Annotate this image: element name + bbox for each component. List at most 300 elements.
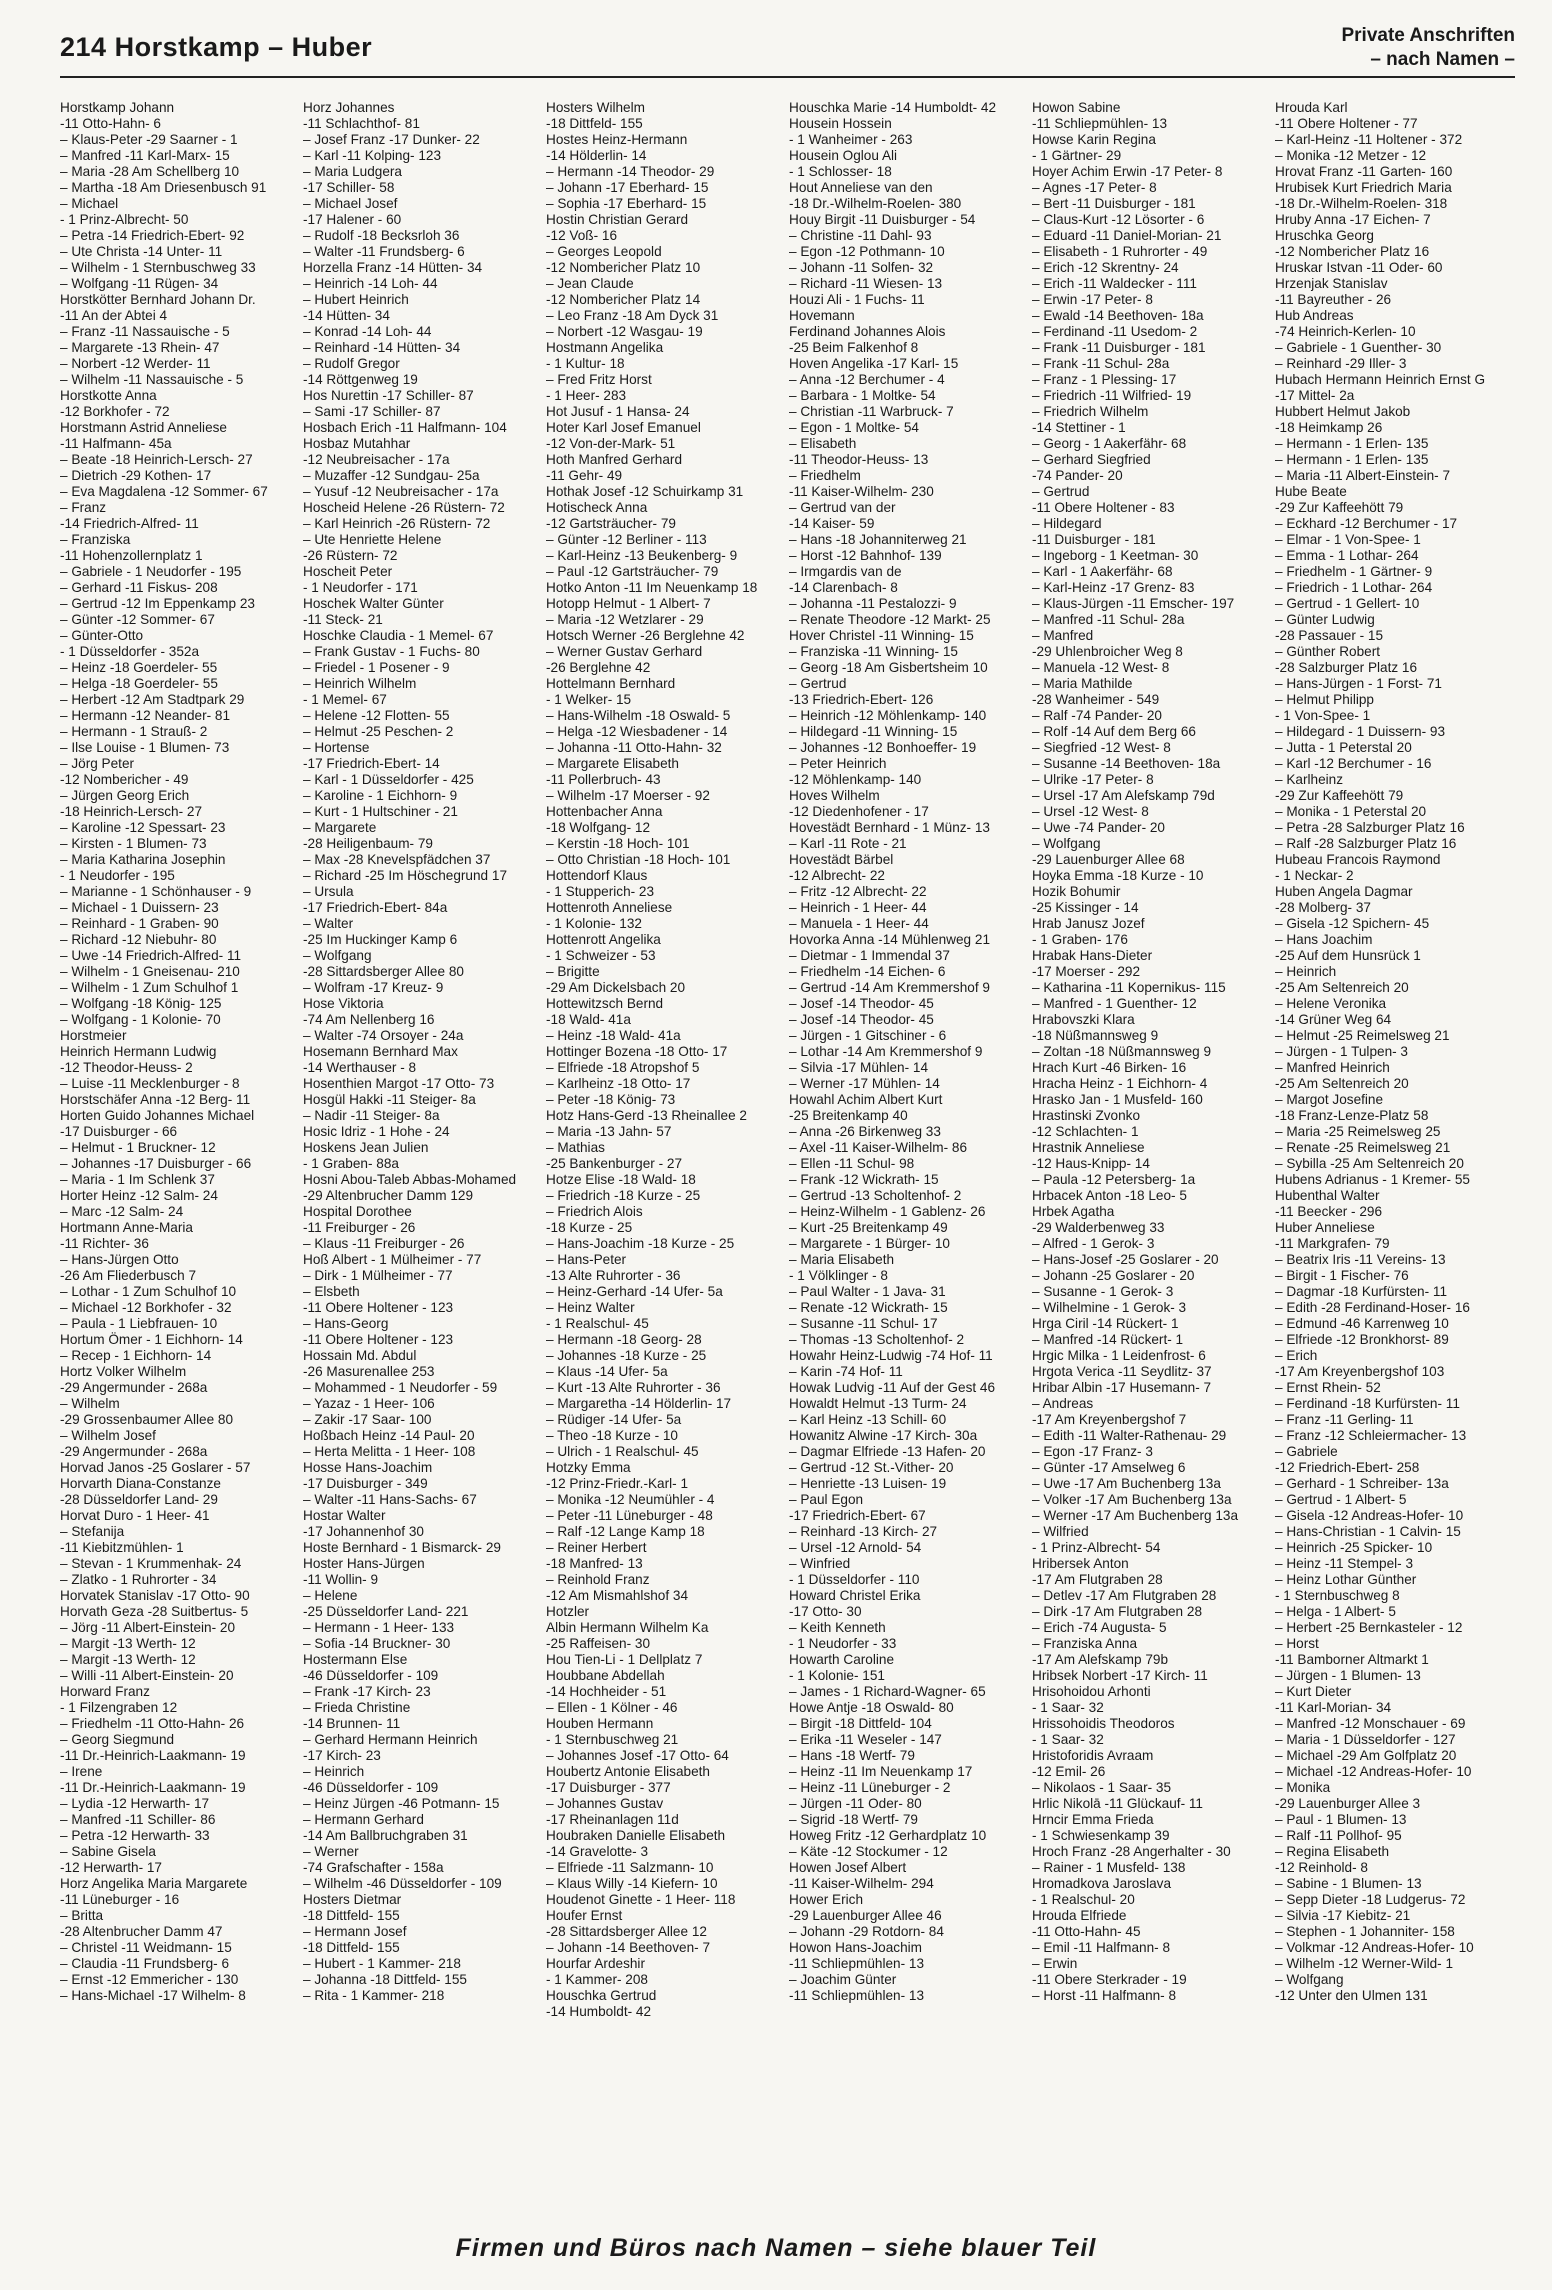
listing-entry: – Franz: [60, 500, 107, 515]
listing-entry: – Herbert -25 Bernkasteler - 12: [1275, 1620, 1463, 1635]
listing-entry: -25 Raffeisen- 30: [546, 1636, 651, 1651]
listing-entry: – Wilhelm -12 Werner-Wild- 1: [1275, 1956, 1454, 1971]
listing-entry: – Margarete - 1 Bürger- 10: [789, 1236, 950, 1251]
listing-entry: – Alfred - 1 Gerok- 3: [1032, 1236, 1155, 1251]
listing-entry: – Gisela -12 Andreas-Hofer- 10: [1275, 1508, 1464, 1523]
listing-entry: -11 Karl-Morian- 34: [1275, 1700, 1392, 1715]
listing-entry: – Walter -11 Hans-Sachs- 67: [303, 1492, 477, 1507]
listing-entry: – Beate -18 Heinrich-Lersch- 27: [60, 452, 253, 467]
listing-entry: - 1 Neckar- 2: [1275, 868, 1354, 883]
listing-entry: -17 Kirch- 23: [303, 1748, 381, 1763]
listing-entry: – Erich -74 Augusta- 5: [1032, 1620, 1167, 1635]
listing-entry: Hoste Bernhard - 1 Bismarck- 29: [303, 1540, 501, 1555]
listing-entry: – Sepp Dieter -18 Ludgerus- 72: [1275, 1892, 1466, 1907]
listing-entry: -12 Unter den Ulmen 131: [1275, 1988, 1428, 2003]
listing-entry: – Birgit -18 Dittfeld- 104: [789, 1716, 932, 1731]
listing-entry: -25 Düsseldorfer Land- 221: [303, 1604, 469, 1619]
listing-entry: – Birgit - 1 Fischer- 76: [1275, 1268, 1409, 1283]
listing-entry: – Kurt Dieter: [1275, 1684, 1352, 1699]
listing-entry: - 1 Neudorfer - 195: [60, 868, 175, 883]
listing-entry: – Günter -12 Berliner - 113: [546, 532, 707, 547]
listing-entry: – Erich -12 Skrentny- 24: [1032, 260, 1179, 275]
listing-entry: – Helmut - 1 Bruckner- 12: [60, 1140, 216, 1155]
listing-entry: – Margarete -13 Rhein- 47: [60, 340, 220, 355]
listing-entry: – Helga - 1 Albert- 5: [1275, 1604, 1396, 1619]
listing-entry: – Ulrich - 1 Realschul- 45: [546, 1444, 699, 1459]
listing-entry: Houbraken Danielle Elisabeth: [546, 1828, 726, 1843]
listing-entry: – Käte -12 Stockumer - 12: [789, 1844, 948, 1859]
listing-entry: Hoskens Jean Julien: [303, 1140, 429, 1155]
listing-entry: Howard Christel Erika: [789, 1588, 921, 1603]
listing-entry: -74 Heinrich-Kerlen- 10: [1275, 324, 1416, 339]
listing-entry: – Frank -11 Schul- 28a: [1032, 356, 1170, 371]
listing-entry: – Karl-Heinz -11 Holtener - 372: [1275, 132, 1463, 147]
listing-entry: – Friedrich - 1 Lothar- 264: [1275, 580, 1433, 595]
listing-entry: – Johanna -11 Pestalozzi- 9: [789, 596, 957, 611]
listing-entry: – Hermann - 1 Erlen- 135: [1275, 452, 1429, 467]
listing-entry: Hossain Md. Abdul: [303, 1348, 417, 1363]
listing-entry: Hoth Manfred Gerhard: [546, 452, 683, 467]
listing-entry: – Sophia -17 Eberhard- 15: [546, 196, 707, 211]
listing-entry: Huber Anneliese: [1275, 1220, 1375, 1235]
listing-entry: – Heinrich: [303, 1764, 365, 1779]
listing-entry: – Edmund -46 Karrenweg 10: [1275, 1316, 1449, 1331]
listing-entry: – Johanna -18 Dittfeld- 155: [303, 1972, 467, 1987]
listing-entry: – Sofia -14 Bruckner- 30: [303, 1636, 451, 1651]
listing-entry: - 1 Prinz-Albrecht- 54: [1032, 1540, 1161, 1555]
listing-entry: – Johannes -12 Bonhoeffer- 19: [789, 740, 977, 755]
listing-entry: – Wolfram -17 Kreuz- 9: [303, 980, 444, 995]
listing-entry: – Zakir -17 Saar- 100: [303, 1412, 432, 1427]
listing-entry: Howen Josef Albert: [789, 1860, 907, 1875]
listing-entry: Hot Jusuf - 1 Hansa- 24: [546, 404, 690, 419]
listing-entry: – Wilhelm: [60, 1396, 120, 1411]
listing-entry: Hozik Bohumir: [1032, 884, 1121, 899]
listing-entry: – Karlheinz: [1275, 772, 1344, 787]
listing-entry: – Gerhard - 1 Schreiber- 13a: [1275, 1476, 1449, 1491]
listing-entry: – Yazaz - 1 Heer- 106: [303, 1396, 435, 1411]
listing-entry: – Wilhelm -11 Nassauische - 5: [60, 372, 244, 387]
listing-entry: Hovemann: [789, 308, 855, 323]
listing-entry: -17 Johannenhof 30: [303, 1524, 424, 1539]
listing-entry: Howarth Caroline: [789, 1652, 895, 1667]
listing-entry: Hrga Ciril -14 Rückert- 1: [1032, 1316, 1179, 1331]
listing-entry: – Wolfgang - 1 Kolonie- 70: [60, 1012, 221, 1027]
listing-entry: - 1 Saar- 32: [1032, 1700, 1104, 1715]
listing-entry: - 1 Sternbuschweg 21: [546, 1732, 679, 1747]
listing-entry: – Reiner Herbert: [546, 1540, 647, 1555]
listing-entry: – Günter -12 Sommer- 67: [60, 612, 215, 627]
listing-entry: Horvatek Stanislav -17 Otto- 90: [60, 1588, 250, 1603]
listing-entry: – Kerstin -18 Hoch- 101: [546, 836, 690, 851]
listing-entry: – Hermann Gerhard: [303, 1812, 424, 1827]
listing-entry: -28 Salzburger Platz 16: [1275, 660, 1418, 675]
listing-entry: -28 Heiligenbaum- 79: [303, 836, 433, 851]
listing-entry: – Gertrud -12 St.-Vither- 20: [789, 1460, 954, 1475]
listing-entry: – Franz -12 Schleiermacher- 13: [1275, 1428, 1467, 1443]
listing-entry: Hosters Wilhelm: [546, 100, 645, 115]
listing-entry: – Johanna -11 Otto-Hahn- 32: [546, 740, 722, 755]
listing-entry: – Hermann - 1 Heer- 133: [303, 1620, 455, 1635]
listing-entry: -14 Clarenbach- 8: [789, 580, 898, 595]
listing-entry: – Richard -11 Wiesen- 13: [789, 276, 943, 291]
listing-entry: – Kurt - 1 Hultschiner - 21: [303, 804, 458, 819]
listing-entry: – Karlheinz -18 Otto- 17: [546, 1076, 691, 1091]
listing-entry: – Maria Mathilde: [1032, 676, 1133, 691]
listing-entry: Hristoforidis Avraam: [1032, 1748, 1154, 1763]
listing-entry: - 1 Kolonie- 132: [546, 916, 642, 931]
listing-entry: -17 Friedrich-Ebert- 67: [789, 1508, 926, 1523]
listing-entry: Houzi Ali - 1 Fuchs- 11: [789, 292, 925, 307]
listing-entry: Hrabak Hans-Dieter: [1032, 948, 1153, 963]
listing-entry: – Zlatko - 1 Ruhrorter - 34: [60, 1572, 217, 1587]
listing-entry: – Konrad -14 Loh- 44: [303, 324, 432, 339]
listing-entry: – Franz - 1 Plessing- 17: [1032, 372, 1177, 387]
listing-entry: – Gabriele: [1275, 1444, 1338, 1459]
listing-entry: Hrach Kurt -46 Birken- 16: [1032, 1060, 1187, 1075]
listing-entry: Hose Viktoria: [303, 996, 384, 1011]
listing-entry: -11 Theodor-Heuss- 13: [789, 452, 929, 467]
listing-entry: -11 Schliepmühlen- 13: [1032, 116, 1168, 131]
listing-entry: – Wilhelm - 1 Gneisenau- 210: [60, 964, 240, 979]
listing-entry: -18 Dittfeld- 155: [303, 1908, 400, 1923]
listing-entry: – Stephen - 1 Johanniter- 158: [1275, 1924, 1455, 1939]
listing-entry: – Dagmar -18 Kurfürsten- 11: [1275, 1284, 1448, 1299]
listing-entry: - 1 Prinz-Albrecht- 50: [60, 212, 189, 227]
listing-entry: – Frieda Christine: [303, 1700, 411, 1715]
listing-entry: – Leo Franz -18 Am Dyck 31: [546, 308, 719, 323]
listing-entry: -14 Hölderlin- 14: [546, 148, 647, 163]
listing-entry: – Renate -12 Wickrath- 15: [789, 1300, 948, 1315]
listing-entry: -18 Wolfgang- 12: [546, 820, 651, 835]
listing-entry: - 1 Saar- 32: [1032, 1732, 1104, 1747]
listing-entry: – Helene -12 Flotten- 55: [303, 708, 450, 723]
listing-entry: -11 Pollerbruch- 43: [546, 772, 661, 787]
listing-entry: Horstkamp Johann: [60, 100, 175, 115]
listing-entry: – Zoltan -18 Nüßmannsweg 9: [1032, 1044, 1212, 1059]
listing-entry: – Otto Christian -18 Hoch- 101: [546, 852, 731, 867]
listing-entry: -11 Obere Holtener - 77: [1275, 116, 1418, 131]
listing-entry: – Gertrud - 1 Gellert- 10: [1275, 596, 1420, 611]
listing-entry: -18 Franz-Lenze-Platz 58: [1275, 1108, 1429, 1123]
listing-entry: – Michael Josef: [303, 196, 398, 211]
listing-entry: – Manfred -11 Schul- 28a: [1032, 612, 1185, 627]
listing-entry: – Reinhard - 1 Graben- 90: [60, 916, 219, 931]
listing-entry: – Muzaffer -12 Sundgau- 25a: [303, 468, 480, 483]
listing-entry: Horz Angelika Maria Margarete: [60, 1876, 248, 1891]
listing-entry: – Hans-Jürgen Otto: [60, 1252, 179, 1267]
listing-entry: – Marianne - 1 Schönhauser - 9: [60, 884, 252, 899]
listing-entry: Hubenthal Walter: [1275, 1188, 1380, 1203]
listing-entry: – Susanne -11 Schul- 17: [789, 1316, 938, 1331]
listing-entry: – Helmut Philipp: [1275, 692, 1374, 707]
listing-entry: – Wilhelmine - 1 Gerok- 3: [1032, 1300, 1187, 1315]
listing-entry: -29 Walderbenweg 33: [1032, 1220, 1165, 1235]
listing-entry: – Peter -11 Lüneburger - 48: [546, 1508, 713, 1523]
listing-entry: – Wolfgang: [1275, 1972, 1344, 1987]
listing-entry: – Elisabeth: [789, 436, 857, 451]
listing-entry: – Manfred -11 Schiller- 86: [60, 1812, 216, 1827]
footer-note: Firmen und Büros nach Namen – siehe blauer Teil: [455, 2234, 1097, 2262]
listing-entry: -18 Heimkamp 26: [1275, 420, 1383, 435]
listing-entry: – Peter Heinrich: [789, 756, 887, 771]
listing-entry: -18 Nüßmannsweg 9: [1032, 1028, 1159, 1043]
listing-entry: – Maria - 1 Im Schlenk 37: [60, 1172, 215, 1187]
listing-entry: -17 Halener - 60: [303, 212, 402, 227]
listing-entry: Hubach Hermann Heinrich Ernst G: [1275, 372, 1486, 387]
listing-entry: – Norbert -12 Werder- 11: [60, 356, 211, 371]
listing-entry: – Paula -12 Petersberg- 1a: [1032, 1172, 1196, 1187]
listing-entry: – Petra -14 Friedrich-Ebert- 92: [60, 228, 245, 243]
listing-entry: Hrovat Franz -11 Garten- 160: [1275, 164, 1453, 179]
listing-entry: – Jürgen - 1 Tulpen- 3: [1275, 1044, 1408, 1059]
listing-entry: – Heinz -11 Stempel- 3: [1275, 1556, 1414, 1571]
listing-entry: -74 Grafschafter - 158a: [303, 1860, 444, 1875]
listing-entry: – Erich -11 Waldecker - 111: [1032, 276, 1197, 291]
listing-entry: Hruby Anna -17 Eichen- 7: [1275, 212, 1431, 227]
listing-entry: – Kurt -13 Alte Ruhrorter - 36: [546, 1380, 721, 1395]
listing-entry: – Gabriele - 1 Neudorfer - 195: [60, 564, 242, 579]
listing-entry: - 1 Graben- 176: [1032, 932, 1128, 947]
listing-entry: – Friedhelm -11 Otto-Hahn- 26: [60, 1716, 245, 1731]
listing-entry: – Klaus-Peter -29 Saarner - 1: [60, 132, 238, 147]
listing-entry: – Keith Kenneth: [789, 1620, 886, 1635]
listing-entry: – Heinz Walter: [546, 1300, 635, 1315]
listing-entry: – Elsbeth: [303, 1284, 360, 1299]
listing-entry: -17 Friedrich-Ebert- 14: [303, 756, 440, 771]
listing-entry: – Johannes -17 Duisburger - 66: [60, 1156, 252, 1171]
listing-column-6: [1275, 100, 1513, 2220]
listing-entry: -25 Am Seltenreich 20: [1275, 980, 1409, 995]
listing-entry: – Hans-Wilhelm -18 Oswald- 5: [546, 708, 731, 723]
listing-entry: - 1 Düsseldorfer - 110: [789, 1572, 920, 1587]
listing-entry: – Jean Claude: [546, 276, 634, 291]
listing-entry: – Hubert Heinrich: [303, 292, 409, 307]
listing-entry: – Manfred -14 Rückert- 1: [1032, 1332, 1184, 1347]
listing-entry: – Hans-Peter: [546, 1252, 627, 1267]
listing-entry: – Walter: [303, 916, 354, 931]
listing-entry: Horvat Duro - 1 Heer- 41: [60, 1508, 210, 1523]
listing-entry: – Georg - 1 Aakerfähr- 68: [1032, 436, 1187, 451]
listing-entry: Hracha Heinz - 1 Eichhorn- 4: [1032, 1076, 1208, 1091]
listing-entry: – Lothar -14 Am Kremmershof 9: [789, 1044, 983, 1059]
listing-entry: -11 Bamborner Altmarkt 1: [1275, 1652, 1429, 1667]
listing-entry: – Frank -11 Duisburger - 181: [1032, 340, 1206, 355]
listing-entry: – Richard -25 Im Höschegrund 17: [303, 868, 508, 883]
page-number-and-range: [60, 32, 372, 63]
listing-entry: – Heinz-Gerhard -14 Ufer- 5a: [546, 1284, 723, 1299]
listing-entry: Houfer Ernst: [546, 1908, 623, 1923]
listing-entry: -25 Auf dem Hunsrück 1: [1275, 948, 1421, 963]
listing-entry: – Gertrud -13 Scholtenhof- 2: [789, 1188, 962, 1203]
listing-entry: – Brigitte: [546, 964, 600, 979]
listing-entry: -11 Halfmann- 45a: [60, 436, 172, 451]
listing-entry: – Friedhelm: [789, 468, 861, 483]
listing-entry: Hovestädt Bernhard - 1 Münz- 13: [789, 820, 990, 835]
listing-entry: -12 Friedrich-Ebert- 258: [1275, 1460, 1420, 1475]
listing-entry: – Wolfgang -18 König- 125: [60, 996, 222, 1011]
listing-entry: – Stefanija: [60, 1524, 125, 1539]
listing-entry: -11 Steck- 21: [303, 612, 383, 627]
listing-entry: – Ferdinand -18 Kurfürsten- 11: [1275, 1396, 1460, 1411]
listing-entry: – Günter Ludwig: [1275, 612, 1375, 627]
listing-entry: -12 Haus-Knipp- 14: [1032, 1156, 1150, 1171]
listing-entry: – Emma - 1 Lothar- 264: [1275, 548, 1419, 563]
listing-entry: – Richard -12 Niebuhr- 80: [60, 932, 217, 947]
listing-entry: – Maria Elisabeth: [789, 1252, 895, 1267]
listing-entry: Hostes Heinz-Hermann: [546, 132, 688, 147]
listing-entry: – Axel -11 Kaiser-Wilhelm- 86: [789, 1140, 968, 1155]
listing-entry: – Thomas -13 Scholtenhof- 2: [789, 1332, 965, 1347]
listing-entry: Hotko Anton -11 Im Neuenkamp 18: [546, 580, 758, 595]
listing-entry: – Manfred: [1032, 628, 1094, 643]
listing-entry: – Maria -12 Wetzlarer - 29: [546, 612, 704, 627]
listing-entry: - 1 Wanheimer - 263: [789, 132, 913, 147]
listing-entry: Hribsek Norbert -17 Kirch- 11: [1032, 1668, 1208, 1683]
listing-entry: – Herbert -12 Am Stadtpark 29: [60, 692, 245, 707]
listing-entry: -14 Röttgenweg 19: [303, 372, 418, 387]
listing-entry: – Wilhelm -46 Düsseldorfer - 109: [303, 1876, 502, 1891]
listing-entry: -12 Emil- 26: [1032, 1764, 1106, 1779]
listing-entry: Hribar Albin -17 Husemann- 7: [1032, 1380, 1212, 1395]
listing-entry: – Egon - 1 Moltke- 54: [789, 420, 919, 435]
listing-entry: – Heinz -11 Lüneburger - 2: [789, 1780, 951, 1795]
listing-entry: – Maria -11 Albert-Einstein- 7: [1275, 468, 1451, 483]
listing-entry: – Hildegard: [1032, 516, 1102, 531]
listing-entry: Howon Sabine: [1032, 100, 1121, 115]
listing-entry: - 1 Memel- 67: [303, 692, 387, 707]
listing-entry: – Reinhard -13 Kirch- 27: [789, 1524, 938, 1539]
listing-entry: – Theo -18 Kurze - 10: [546, 1428, 678, 1443]
listing-entry: - 1 Realschul- 20: [1032, 1892, 1135, 1907]
listing-entry: – Helmut -25 Peschen- 2: [303, 724, 454, 739]
listing-entry: – Erika -11 Weseler - 147: [789, 1732, 942, 1747]
listing-entry: – Klaus-Jürgen -11 Emscher- 197: [1032, 596, 1235, 611]
listing-entry: Hrouda Karl: [1275, 100, 1348, 115]
listing-entry: -11 Dr.-Heinrich-Laakmann- 19: [60, 1780, 246, 1795]
listing-entry: Hostermann Else: [303, 1652, 408, 1667]
listing-entry: – Maria Ludgera: [303, 164, 402, 179]
listing-entry: – Fred Fritz Horst: [546, 372, 652, 387]
listing-entry: – Katharina -11 Kopernikus- 115: [1032, 980, 1226, 995]
listing-entry: Hroch Franz -28 Angerhalter - 30: [1032, 1844, 1231, 1859]
listing-entry: -12 Herwarth- 17: [60, 1860, 162, 1875]
listing-entry: – Rita - 1 Kammer- 218: [303, 1988, 445, 2003]
listing-entry: -17 Otto- 30: [789, 1604, 862, 1619]
listing-entry: – Elfriede -12 Bronkhorst- 89: [1275, 1332, 1449, 1347]
listing-entry: – Willi -11 Albert-Einstein- 20: [60, 1668, 234, 1683]
listing-entry: Huben Angela Dagmar: [1275, 884, 1413, 899]
listing-entry: Hrastnik Anneliese: [1032, 1140, 1145, 1155]
listing-entry: – Paul - 1 Blumen- 13: [1275, 1812, 1407, 1827]
listing-entry: Hromadkova Jaroslava: [1032, 1876, 1172, 1891]
listing-entry: -14 Grüner Weg 64: [1275, 1012, 1392, 1027]
listing-entry: – Irene: [60, 1764, 103, 1779]
listing-entry: Hoyka Emma -18 Kurze - 10: [1032, 868, 1204, 883]
listing-entry: -18 Heinrich-Lersch- 27: [60, 804, 203, 819]
listing-entry: – Luise -11 Mecklenburger - 8: [60, 1076, 240, 1091]
listing-entry: Hrbacek Anton -18 Leo- 5: [1032, 1188, 1187, 1203]
listing-entry: -25 Beim Falkenhof 8: [789, 340, 919, 355]
listing-entry: – Uwe -14 Friedrich-Alfred- 11: [60, 948, 242, 963]
listing-entry: – Edith -11 Walter-Rathenau- 29: [1032, 1428, 1227, 1443]
listing-entry: -13 Alte Ruhrorter - 36: [546, 1268, 681, 1283]
listing-entry: -28 Passauer - 15: [1275, 628, 1384, 643]
listing-column-1: [60, 100, 298, 2220]
listing-entry: – Karoline -12 Spessart- 23: [60, 820, 226, 835]
listing-entry: Hoter Karl Josef Emanuel: [546, 420, 701, 435]
listing-entry: – Johannes -18 Kurze - 25: [546, 1348, 707, 1363]
listing-entry: -17 Friedrich-Ebert- 84a: [303, 900, 448, 915]
listing-entry: Howaldt Helmut -13 Turm- 24: [789, 1396, 967, 1411]
listing-entry: – Helmut -25 Reimelsweg 21: [1275, 1028, 1450, 1043]
listing-entry: Hotsch Werner -26 Berglehne 42: [546, 628, 745, 643]
listing-entry: – Ute Christa -14 Unter- 11: [60, 244, 223, 259]
listing-entry: Horstkotte Anna: [60, 388, 157, 403]
listing-entry: – Frank -12 Wickrath- 15: [789, 1172, 939, 1187]
listing-entry: Hrissohoidis Theodoros: [1032, 1716, 1175, 1731]
listing-entry: Hostin Christian Gerard: [546, 212, 689, 227]
listing-entry: -13 Friedrich-Ebert- 126: [789, 692, 934, 707]
listing-entry: – Rüdiger -14 Ufer- 5a: [546, 1412, 682, 1427]
listing-entry: – Volkmar -12 Andreas-Hofer- 10: [1275, 1940, 1474, 1955]
listing-entry: Hover Christel -11 Winning- 15: [789, 628, 974, 643]
listing-entry: – Karl -12 Berchumer - 16: [1275, 756, 1432, 771]
listing-entry: – Joachim Günter: [789, 1972, 897, 1987]
listing-entry: Hosse Hans-Joachim: [303, 1460, 433, 1475]
listing-entry: Hosni Abou-Taleb Abbas-Mohamed: [303, 1172, 517, 1187]
listing-entry: – Fritz -12 Albrecht- 22: [789, 884, 927, 899]
listing-entry: -18 Dittfeld- 155: [546, 116, 643, 131]
listing-entry: – Johann -25 Goslarer - 20: [1032, 1268, 1195, 1283]
listing-entry: -28 Sittardsberger Allee 12: [546, 1924, 707, 1939]
listing-entry: -17 Am Kreyenbergshof 103: [1275, 1364, 1445, 1379]
listing-column-3: [546, 100, 784, 2220]
listing-entry: Hrabovszki Klara: [1032, 1012, 1135, 1027]
listing-entry: - 1 Düsseldorfer - 352a: [60, 644, 200, 659]
listing-entry: – Britta: [60, 1908, 104, 1923]
listing-entry: – Beatrix Iris -11 Vereins- 13: [1275, 1252, 1446, 1267]
listing-entry: -11 Beecker - 296: [1275, 1204, 1383, 1219]
listing-entry: – Jörg Peter: [60, 756, 135, 771]
listing-entry: Howe Antje -18 Oswald- 80: [789, 1700, 954, 1715]
listing-entry: – Maria - 1 Düsseldorfer - 127: [1275, 1732, 1456, 1747]
listing-entry: - 1 Kolonie- 151: [789, 1668, 885, 1683]
listing-entry: – Dietmar - 1 Immendal 37: [789, 948, 950, 963]
listing-entry: -11 Schliepmühlen- 13: [789, 1988, 925, 2003]
listing-entry: – Friedrich -18 Kurze - 25: [546, 1188, 701, 1203]
listing-entry: – Detlev -17 Am Flutgraben 28: [1032, 1588, 1217, 1603]
listing-entry: Hotopp Helmut - 1 Albert- 7: [546, 596, 711, 611]
listing-entry: Hruskar Istvan -11 Oder- 60: [1275, 260, 1443, 275]
listing-entry: – Heinz -11 Im Neuenkamp 17: [789, 1764, 973, 1779]
listing-entry: -17 Am Kreyenbergshof 7: [1032, 1412, 1187, 1427]
listing-entry: Hubens Adrianus - 1 Kremer- 55: [1275, 1172, 1470, 1187]
listing-entry: – Ellen - 1 Kölner - 46: [546, 1700, 678, 1715]
listing-entry: Horstkötter Bernhard Johann Dr.: [60, 292, 256, 307]
listing-entry: – Karoline - 1 Eichhorn- 9: [303, 788, 458, 803]
listing-entry: – Jürgen - 1 Blumen- 13: [1275, 1668, 1421, 1683]
listing-entry: Howon Hans-Joachim: [789, 1940, 922, 1955]
listing-entry: -17 Duisburger - 349: [303, 1476, 428, 1491]
listing-entry: – Claudia -11 Frundsberg- 6: [60, 1956, 230, 1971]
listing-entry: Hosters Dietmar: [303, 1892, 402, 1907]
listing-entry: Hrgota Verica -11 Seydlitz- 37: [1032, 1364, 1212, 1379]
listing-entry: – Helga -12 Wiesbadener - 14: [546, 724, 728, 739]
listing-entry: – Peter -18 König- 73: [546, 1092, 676, 1107]
section-title-line1: Private Anschriften: [1341, 25, 1515, 46]
listing-entry: – Klaus -11 Freiburger - 26: [303, 1236, 465, 1251]
